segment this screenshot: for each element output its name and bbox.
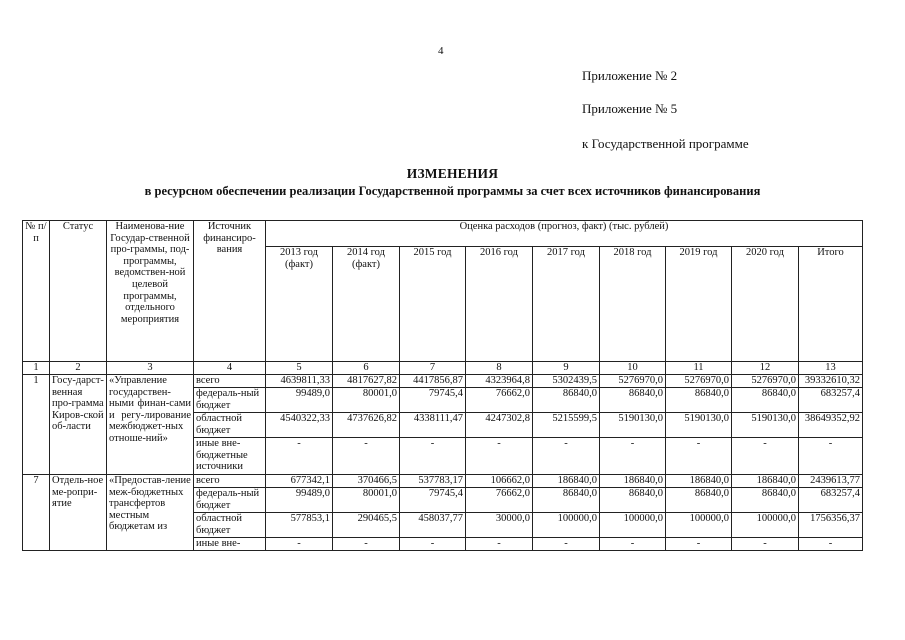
total-value: 1756356,37 [799, 513, 863, 538]
expense-value: 86840,0 [533, 388, 600, 413]
document-title: ИЗМЕНЕНИЯ [406, 166, 499, 181]
funding-source: всего [194, 475, 266, 488]
expense-value: - [600, 438, 666, 475]
header-estimate: Оценка расходов (прогноз, факт) (тыс. рублей) [266, 221, 863, 247]
header-name: Наименова-ние Государ-ственной про-граммы, под-программы, ведомствен-ной целевой программы, отдельного мероприятия [107, 221, 194, 362]
header-year: 2020 год [732, 247, 799, 362]
header-year: 2016 год [466, 247, 533, 362]
expense-value: 79745,4 [400, 488, 466, 513]
header-year: 2019 год [666, 247, 732, 362]
funding-source: областной бюджет [194, 513, 266, 538]
expense-value: 79745,4 [400, 388, 466, 413]
column-number: 9 [533, 362, 600, 375]
column-number: 5 [266, 362, 333, 375]
row-name: «Управление государствен-ными финан-сами и регу-лирование межбюджет-ных отноше-ний» [107, 375, 194, 475]
expense-value: 4737626,82 [333, 413, 400, 438]
column-number: 10 [600, 362, 666, 375]
expense-value: - [600, 538, 666, 551]
expense-value: 5190130,0 [732, 413, 799, 438]
expense-value: 86840,0 [666, 388, 732, 413]
total-value: - [799, 538, 863, 551]
expense-value: - [466, 538, 533, 551]
appendix-line-2: Приложение № 5 [582, 101, 678, 116]
row-number: 1 [23, 375, 50, 475]
expense-value: - [666, 538, 732, 551]
total-value: 2439613,77 [799, 475, 863, 488]
header-total: Итого [799, 247, 863, 362]
expense-value: - [533, 538, 600, 551]
column-number: 11 [666, 362, 732, 375]
expense-value: 4323964,8 [466, 375, 533, 388]
header-year: 2015 год [400, 247, 466, 362]
total-value: 683257,4 [799, 488, 863, 513]
expense-value: 5302439,5 [533, 375, 600, 388]
expense-value: 76662,0 [466, 388, 533, 413]
expense-value: 290465,5 [333, 513, 400, 538]
total-value: 38649352,92 [799, 413, 863, 438]
funding-source: областной бюджет [194, 413, 266, 438]
expense-value: 4540322,33 [266, 413, 333, 438]
appendix-line-3: к Государственной программе [582, 136, 749, 151]
expense-value: 186840,0 [600, 475, 666, 488]
expense-value: 100000,0 [732, 513, 799, 538]
funding-source: всего [194, 375, 266, 388]
expense-value: 577853,1 [266, 513, 333, 538]
expense-value: 5190130,0 [600, 413, 666, 438]
expense-value: - [400, 538, 466, 551]
expense-value: 86840,0 [533, 488, 600, 513]
column-number: 3 [107, 362, 194, 375]
expense-value: - [333, 438, 400, 475]
expense-value: 370466,5 [333, 475, 400, 488]
expense-value: - [266, 538, 333, 551]
page-number: 4 [438, 45, 444, 57]
funding-source: федераль-ный бюджет [194, 488, 266, 513]
header-year: 2013 год (факт) [266, 247, 333, 362]
header-year: 2018 год [600, 247, 666, 362]
total-value: 39332610,32 [799, 375, 863, 388]
expense-value: 4247302,8 [466, 413, 533, 438]
expense-value: 186840,0 [732, 475, 799, 488]
expense-value: 86840,0 [666, 488, 732, 513]
expense-value: 30000,0 [466, 513, 533, 538]
table-row [23, 475, 863, 488]
expense-value: 100000,0 [666, 513, 732, 538]
table-body [23, 375, 863, 551]
header-year: 2014 год (факт) [333, 247, 400, 362]
expense-value: 677342,1 [266, 475, 333, 488]
expense-value: - [400, 438, 466, 475]
funding-source: иные вне- [194, 538, 266, 551]
expense-value: 458037,77 [400, 513, 466, 538]
expense-value: 80001,0 [333, 388, 400, 413]
expense-value: - [333, 538, 400, 551]
expense-value: 4817627,82 [333, 375, 400, 388]
header-source: Источник финансиро-вания [194, 221, 266, 362]
expense-value: 5276970,0 [732, 375, 799, 388]
expense-value: 80001,0 [333, 488, 400, 513]
expense-value: 100000,0 [533, 513, 600, 538]
expense-value: 106662,0 [466, 475, 533, 488]
expense-value: 5215599,5 [533, 413, 600, 438]
expense-value: - [266, 438, 333, 475]
expense-value: 5276970,0 [600, 375, 666, 388]
funding-source: федераль-ный бюджет [194, 388, 266, 413]
total-value: - [799, 438, 863, 475]
expense-value: - [732, 438, 799, 475]
expense-value: 4338111,47 [400, 413, 466, 438]
expense-value: 4417856,87 [400, 375, 466, 388]
document-subtitle: в ресурсном обеспечении реализации Государственной программы за счет всех источников финансирования [144, 184, 761, 198]
column-number: 7 [400, 362, 466, 375]
expense-value: 99489,0 [266, 388, 333, 413]
expense-value: - [466, 438, 533, 475]
expense-value: 100000,0 [600, 513, 666, 538]
column-number: 6 [333, 362, 400, 375]
row-name: «Предостав-ление меж-бюджетных трансфертов местным бюджетам из [107, 475, 194, 551]
column-number: 12 [732, 362, 799, 375]
expense-value: 76662,0 [466, 488, 533, 513]
expense-value: - [666, 438, 732, 475]
row-status: Отдель-ное ме-ропри-ятие [50, 475, 107, 551]
appendix-line-1: Приложение № 2 [582, 68, 678, 83]
expense-value: - [533, 438, 600, 475]
expense-value: 5190130,0 [666, 413, 732, 438]
expense-value: 4639811,33 [266, 375, 333, 388]
expense-value: 86840,0 [600, 488, 666, 513]
header-num: № п/п [23, 221, 50, 362]
total-value: 683257,4 [799, 388, 863, 413]
column-number: 8 [466, 362, 533, 375]
column-number: 2 [50, 362, 107, 375]
header-year: 2017 год [533, 247, 600, 362]
expense-value: 537783,17 [400, 475, 466, 488]
expense-value: - [732, 538, 799, 551]
column-number: 13 [799, 362, 863, 375]
table-row [23, 375, 863, 388]
funding-source: иные вне-бюджетные источники [194, 438, 266, 475]
expense-value: 99489,0 [266, 488, 333, 513]
expense-value: 86840,0 [732, 488, 799, 513]
row-status: Госу-дарст-венная про-грамма Киров-ской об-ласти [50, 375, 107, 475]
expense-value: 186840,0 [666, 475, 732, 488]
expense-value: 86840,0 [732, 388, 799, 413]
column-number: 4 [194, 362, 266, 375]
header-status: Статус [50, 221, 107, 362]
expense-value: 186840,0 [533, 475, 600, 488]
expense-value: 5276970,0 [666, 375, 732, 388]
expense-value: 86840,0 [600, 388, 666, 413]
column-number: 1 [23, 362, 50, 375]
funding-table [22, 220, 863, 551]
row-number: 7 [23, 475, 50, 551]
